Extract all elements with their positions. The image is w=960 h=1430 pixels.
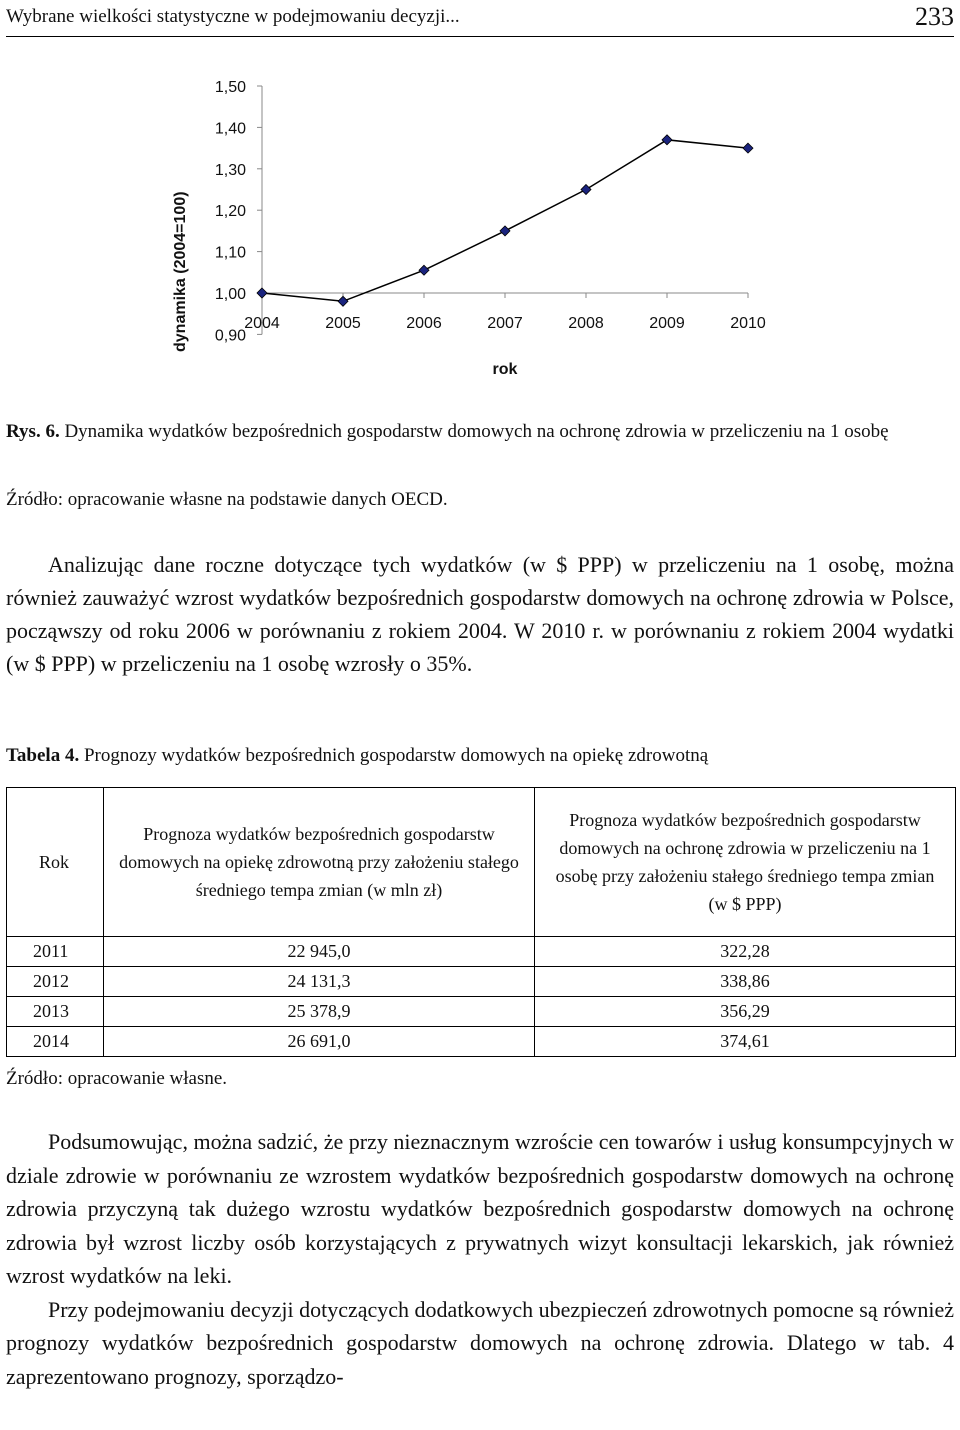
header-cell-forecast-mln-text: Prognoza wydatków bezpośrednich gospodarstw domowych na opiekę zdrowotną przy założeniu stałego średniego tempa zmian (w mln zł)	[119, 824, 519, 900]
cell-ppp: 322,28	[535, 937, 956, 967]
table-row	[7, 967, 956, 997]
table-row	[7, 997, 956, 1027]
y-tick-label: 1,10	[214, 244, 246, 262]
forecast-table	[6, 787, 956, 1057]
cell-ppp: 374,61	[535, 1027, 956, 1057]
cell-year: 2011	[7, 937, 104, 967]
y-axis-title: dynamika (2004=100)	[172, 191, 189, 352]
figure-source: Źródło: opracowanie własne na podstawie danych OECD.	[6, 489, 448, 510]
x-tick-label: 2004	[244, 315, 280, 332]
cell-year: 2013	[7, 997, 104, 1027]
series-line	[262, 140, 748, 301]
table-caption	[6, 745, 708, 767]
data-point	[419, 265, 429, 275]
cell-mln: 24 131,3	[104, 967, 535, 997]
table-row	[7, 937, 956, 967]
table-header-row	[7, 788, 956, 937]
paragraph-3: Przy podejmowaniu decyzji dotyczących dodatkowych ubezpieczeń zdrowotnych pomocne są również prognozy wydatków bezpośrednich gospodarstw domowych na ochronę zdrowia. Dlatego w tab. 4 zaprezentowano prognozy, sporządzo-	[6, 1296, 954, 1389]
x-tick-label: 2009	[649, 315, 685, 332]
y-tick-label: 1,20	[214, 203, 246, 221]
paragraph-2: Podsumowując, można sadzić, że przy nieznacznym wzroście cen towarów i usług konsumpcyjnych w dziale zdrowie w porównaniu ze wzrostem wydatków bezpośrednich gospodarstw domowych na ochronę zdrowia przyczyną tak dużego wzrostu wydatków bezpośrednich gospodarstw domowych na ochronę zdrowia był wzrost liczby osób korzystających z prywatnych wizyt konsultacji lekarskich, jak również wzrost wydatków na leki.	[6, 1129, 954, 1288]
header-cell-forecast-ppp-text: Prognoza wydatków bezpośrednich gospodarstw domowych na ochronę zdrowia w przeliczeniu na 1 osobę przy założeniu stałego średniego tempa zmian (w $ PPP)	[555, 810, 935, 914]
figure-caption-text: Dynamika wydatków bezpośrednich gospodarstw domowych na ochronę zdrowia w przeliczeniu na 1 osobę	[64, 421, 889, 442]
data-point	[338, 296, 348, 306]
table-caption-text: Prognozy wydatków bezpośrednich gospodarstw domowych na opiekę zdrowotną	[83, 745, 709, 766]
figure-caption	[6, 418, 906, 446]
cell-mln: 22 945,0	[104, 937, 535, 967]
cell-year: 2012	[7, 967, 104, 997]
header-cell-forecast-mln	[104, 788, 535, 937]
page-header	[6, 0, 954, 37]
x-tick-label: 2006	[406, 315, 442, 332]
cell-mln: 25 378,9	[104, 997, 535, 1027]
figure-caption-label: Rys. 6.	[6, 421, 60, 442]
y-tick-label: 1,00	[214, 286, 246, 303]
data-point	[662, 135, 672, 145]
cell-ppp: 356,29	[535, 997, 956, 1027]
x-tick-label: 2010	[730, 315, 766, 332]
x-tick-label: 2007	[487, 315, 523, 332]
body-text	[6, 1125, 954, 1393]
cell-year: 2014	[7, 1027, 104, 1057]
data-point	[257, 288, 267, 298]
y-tick-label: 0,90	[214, 327, 246, 345]
header-cell-forecast-ppp	[535, 788, 956, 937]
cell-mln: 26 691,0	[104, 1027, 535, 1057]
data-point	[500, 226, 510, 236]
table-row	[7, 1027, 956, 1057]
paragraph-1: Analizując dane roczne dotyczące tych wydatków (w $ PPP) w przeliczeniu na 1 osobę, można również zauważyć wzrost wydatków bezpośrednich gospodarstw domowych na ochronę zdrowia w Polsce, począwszy od roku 2006 w porównaniu z rokiem 2004. W 2010 r. w porównaniu z rokiem 2004 wydatki (w $ PPP) w przeliczeniu na 1 osobę wzrosły o 35%.	[6, 552, 954, 676]
chart-svg	[0, 56, 960, 396]
data-point	[743, 143, 753, 153]
header-cell-rok: Rok	[7, 788, 104, 937]
y-tick-label: 1,40	[214, 120, 246, 138]
y-tick-label: 1,30	[214, 161, 246, 179]
x-tick-label: 2005	[325, 315, 361, 332]
page-number: 233	[915, 2, 954, 31]
cell-ppp: 338,86	[535, 967, 956, 997]
line-chart	[0, 56, 960, 396]
x-tick-label: 2008	[568, 315, 604, 332]
table-caption-label: Tabela 4.	[6, 745, 80, 766]
running-title: Wybrane wielkości statystyczne w podejmowaniu decyzji...	[6, 6, 460, 27]
x-axis-title: rok	[492, 361, 518, 378]
y-tick-label: 1,50	[214, 79, 246, 96]
table-source: Źródło: opracowanie własne.	[6, 1068, 228, 1089]
data-point	[581, 185, 591, 195]
